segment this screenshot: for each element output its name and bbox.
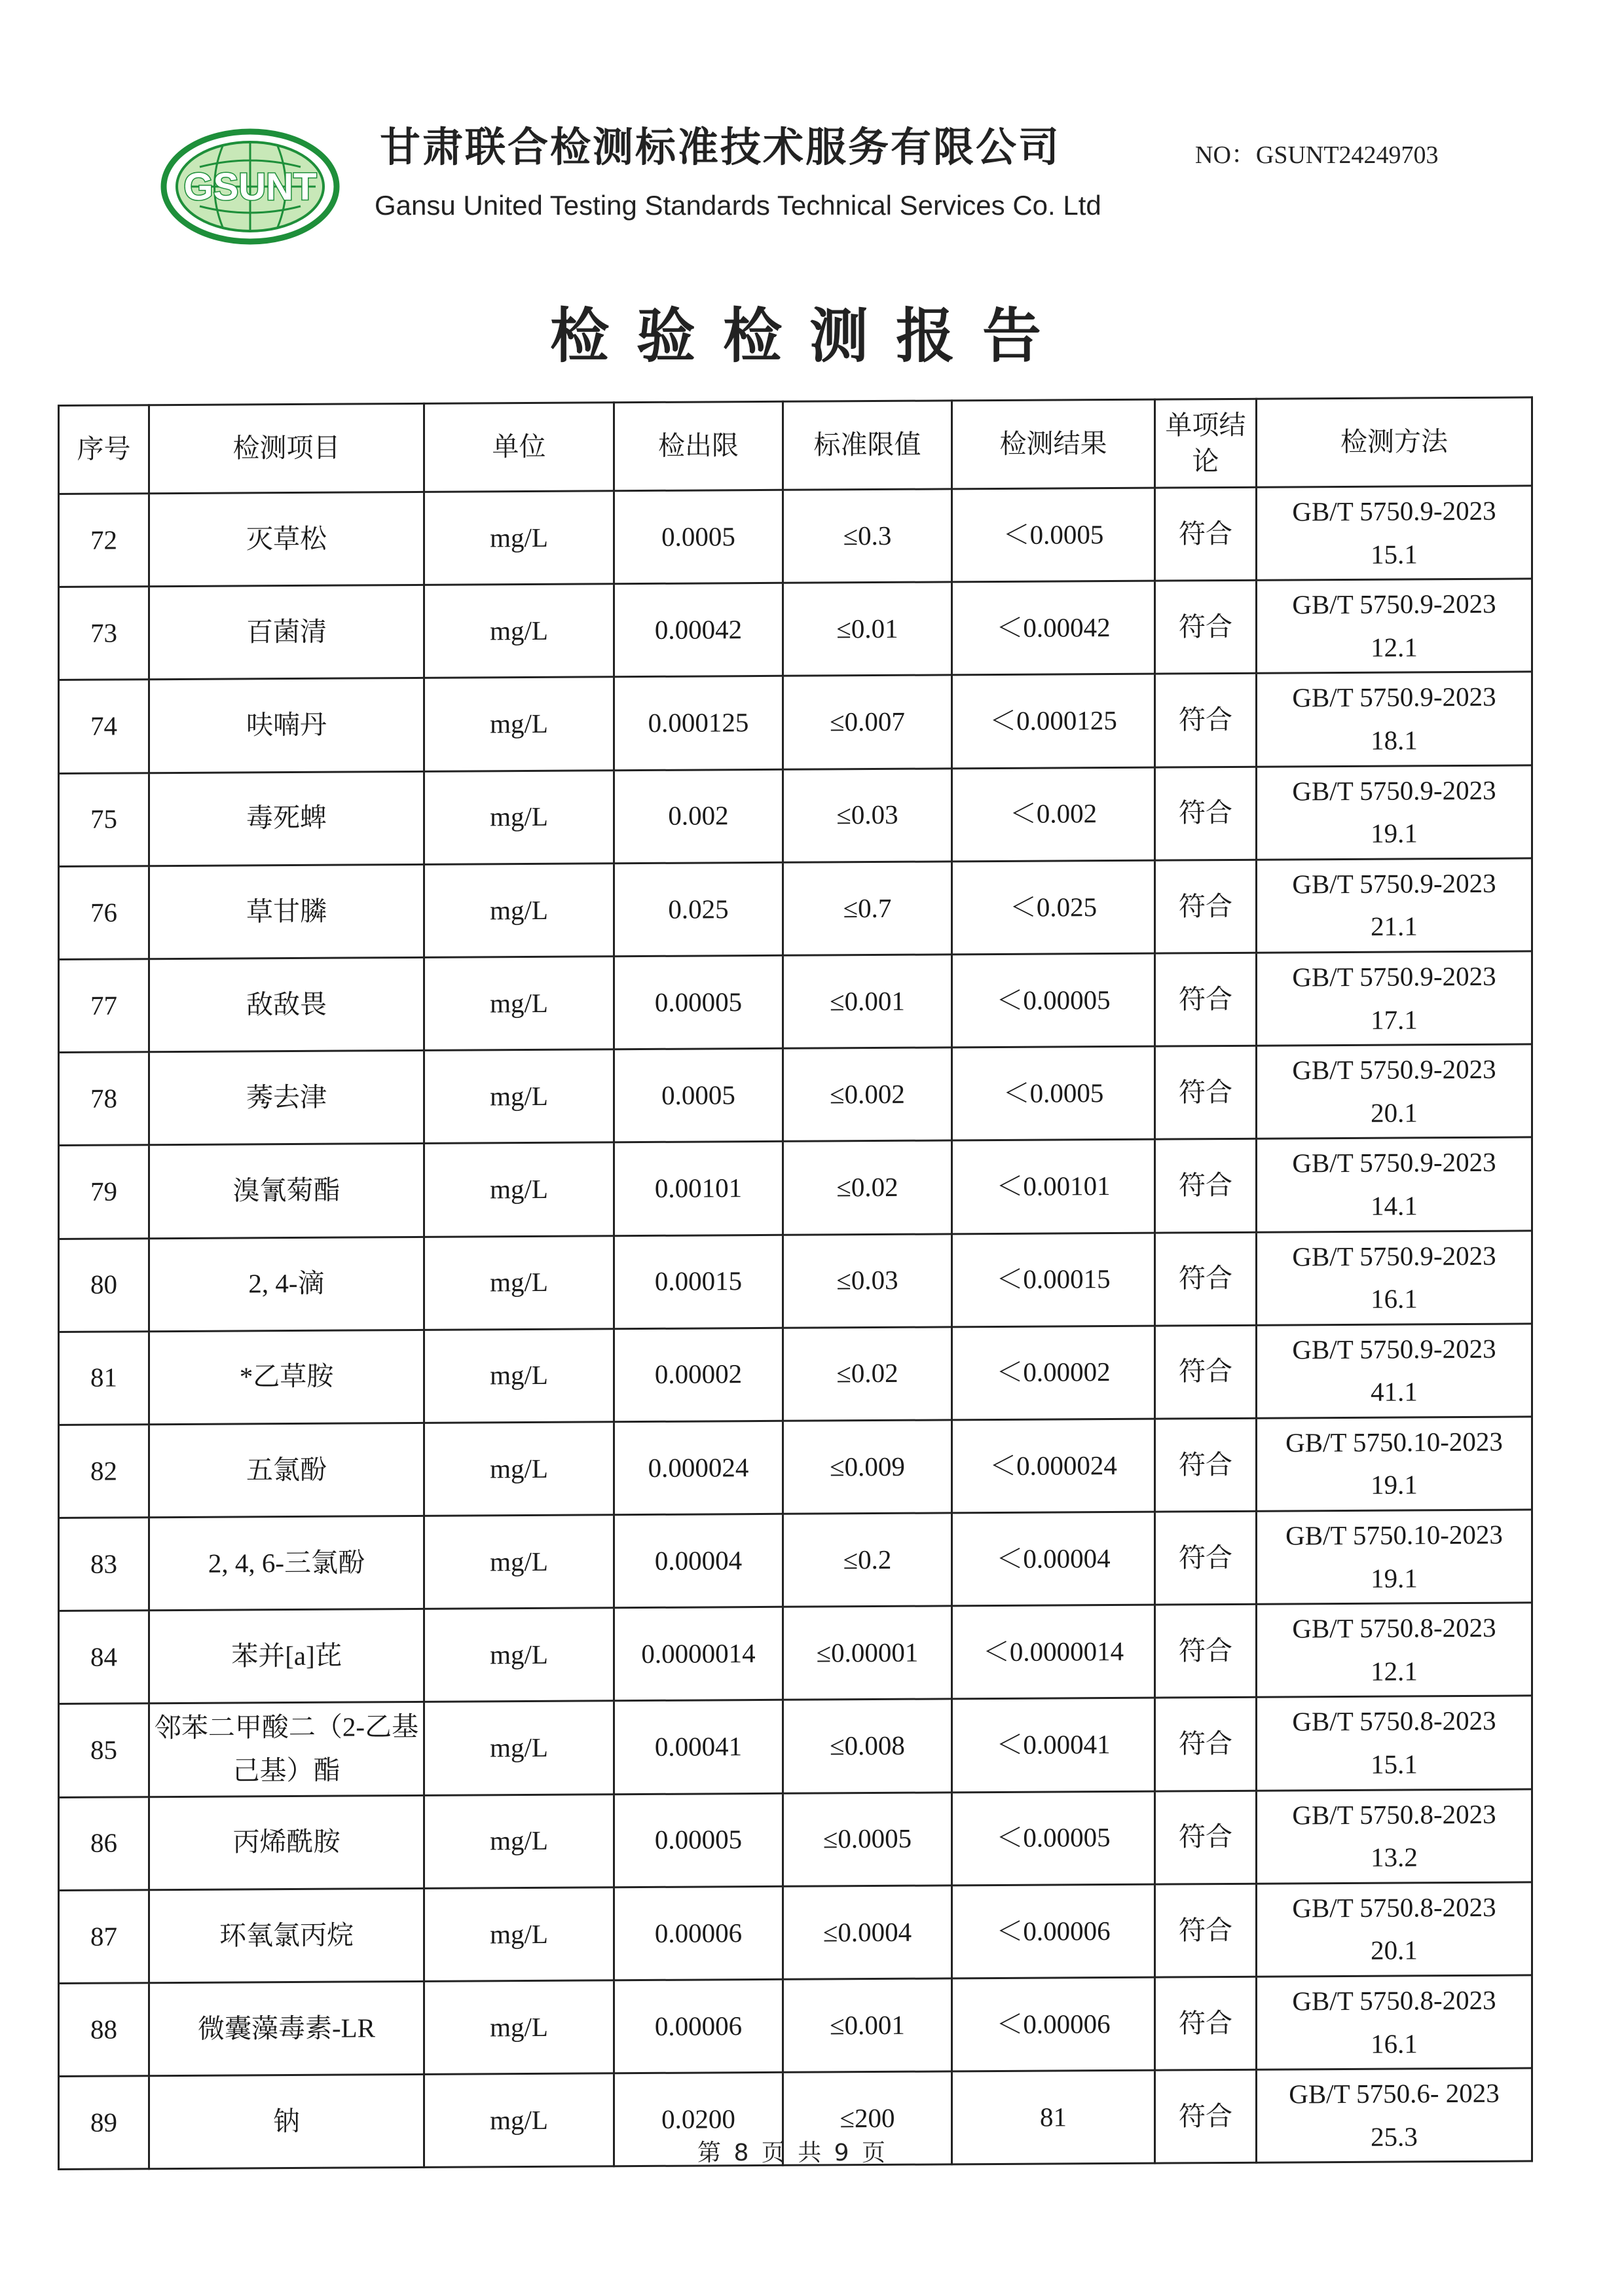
cell-result: ＜0.00101 [952, 1139, 1155, 1233]
cell-result: 81 [952, 2070, 1155, 2164]
cell-seq: 74 [59, 680, 149, 773]
cell-detection-limit: 0.00004 [614, 1514, 783, 1608]
table-header-row [59, 397, 1532, 494]
cell-result: ＜0.00041 [952, 1698, 1155, 1793]
method-standard: GB/T 5750.8-2023 [1292, 1798, 1496, 1831]
cell-standard-limit: ≤0.001 [783, 955, 952, 1049]
cell-standard-limit: ≤0.03 [783, 1233, 952, 1328]
cell-detection-limit: 0.00101 [614, 1142, 783, 1236]
cell-detection-limit: 0.00015 [614, 1235, 783, 1329]
cell-unit: mg/L [424, 770, 614, 864]
cell-seq: 87 [59, 1890, 149, 1984]
cell-result: ＜0.00004 [952, 1512, 1155, 1606]
method-standard: GB/T 5750.10-2023 [1285, 1519, 1503, 1551]
cell-unit: mg/L [424, 1515, 614, 1609]
cell-unit: mg/L [424, 1794, 614, 1888]
cell-conclusion: 符合 [1155, 1232, 1257, 1326]
method-standard: GB/T 5750.8-2023 [1292, 1612, 1496, 1644]
cell-result: ＜0.00002 [952, 1326, 1155, 1420]
cell-seq: 80 [59, 1238, 149, 1332]
cell-result: ＜0.0000014 [952, 1605, 1155, 1699]
cell-seq: 82 [59, 1425, 149, 1518]
cell-unit: mg/L [424, 1608, 614, 1702]
cell-result: ＜0.0005 [952, 488, 1155, 582]
method-clause: 16.1 [1371, 2028, 1418, 2059]
page-number: 第 8 页 共 9 页 [697, 2140, 889, 2166]
cell-seq: 81 [59, 1331, 149, 1425]
cell-seq: 79 [59, 1145, 149, 1239]
cell-result: ＜0.0005 [952, 1046, 1155, 1140]
method-clause: 20.1 [1371, 1935, 1418, 1966]
header-item: 检测项目 [149, 403, 424, 493]
cell-conclusion: 符合 [1155, 1884, 1257, 1977]
cell-standard-limit: ≤0.008 [783, 1699, 952, 1793]
cell-standard-limit: ≤0.01 [783, 582, 952, 676]
cell-seq: 86 [59, 1796, 149, 1890]
cell-result: ＜0.000024 [952, 1419, 1155, 1513]
cell-seq: 77 [59, 959, 149, 1053]
cell-result: ＜0.025 [952, 860, 1155, 955]
cell-method [1257, 1510, 1532, 1605]
cell-item: 百菌清 [149, 585, 424, 680]
cell-unit: mg/L [424, 584, 614, 678]
cell-method [1257, 1417, 1532, 1512]
cell-item: 灭草松 [149, 492, 424, 587]
cell-detection-limit: 0.0000014 [614, 1607, 783, 1702]
cell-method [1257, 1882, 1532, 1977]
cell-unit: mg/L [424, 1049, 614, 1144]
cell-conclusion: 符合 [1155, 953, 1257, 1046]
cell-method [1257, 765, 1532, 860]
cell-standard-limit: ≤0.0005 [783, 1792, 952, 1886]
table-row [59, 486, 1532, 587]
cell-standard-limit: ≤0.0004 [783, 1886, 952, 1980]
cell-unit: mg/L [424, 1328, 614, 1423]
cell-standard-limit: ≤200 [783, 2071, 952, 2166]
cell-item: *乙草胺 [149, 1330, 424, 1425]
cell-unit: mg/L [424, 1887, 614, 1982]
cell-unit: mg/L [424, 1235, 614, 1330]
cell-result: ＜0.00042 [952, 581, 1155, 675]
cell-seq: 75 [59, 773, 149, 866]
cell-standard-limit: ≤0.2 [783, 1513, 952, 1607]
cell-result: ＜0.00005 [952, 953, 1155, 1048]
cell-detection-limit: 0.000125 [614, 676, 783, 771]
cell-method [1257, 951, 1532, 1046]
method-standard: GB/T 5750.9-2023 [1292, 1333, 1496, 1365]
method-clause: 12.1 [1371, 632, 1418, 663]
cell-unit: mg/L [424, 1701, 614, 1795]
method-standard: GB/T 5750.8-2023 [1292, 1891, 1496, 1923]
header-unit: 单位 [424, 403, 614, 492]
cell-result: ＜0.00015 [952, 1233, 1155, 1327]
cell-seq: 85 [59, 1704, 149, 1797]
cell-unit: mg/L [424, 864, 614, 958]
cell-detection-limit: 0.00042 [614, 583, 783, 678]
cell-detection-limit: 0.0005 [614, 490, 783, 584]
cell-item: 邻苯二甲酸二（2-乙基己基）酯 [149, 1702, 424, 1797]
table-row [59, 1696, 1532, 1797]
table-row [59, 1137, 1532, 1239]
cell-conclusion: 符合 [1155, 1605, 1257, 1698]
cell-item: 莠去津 [149, 1051, 424, 1146]
header-standard-limit: 标准限值 [783, 401, 952, 490]
cell-conclusion: 符合 [1155, 580, 1257, 674]
method-standard: GB/T 5750.9-2023 [1292, 867, 1496, 900]
cell-unit: mg/L [424, 1142, 614, 1237]
method-clause: 19.1 [1371, 818, 1418, 848]
method-clause: 16.1 [1371, 1283, 1418, 1314]
cell-standard-limit: ≤0.002 [783, 1048, 952, 1142]
cell-seq: 73 [59, 587, 149, 680]
cell-item: 微囊藻毒素-LR [149, 1981, 424, 2076]
table-body [59, 486, 1532, 2170]
cell-detection-limit: 0.00006 [614, 1886, 783, 1980]
cell-method [1257, 1230, 1532, 1325]
cell-result: ＜0.00005 [952, 1791, 1155, 1886]
cell-method [1257, 1324, 1532, 1419]
cell-item: 2, 4, 6-三氯酚 [149, 1516, 424, 1611]
method-standard: GB/T 5750.9-2023 [1292, 1240, 1496, 1271]
method-standard: GB/T 5750.9-2023 [1292, 495, 1496, 527]
method-standard: GB/T 5750.9-2023 [1292, 1053, 1496, 1085]
cell-conclusion: 符合 [1155, 2069, 1257, 2163]
cell-standard-limit: ≤0.02 [783, 1327, 952, 1421]
header-result: 检测结果 [952, 399, 1155, 489]
cell-detection-limit: 0.00002 [614, 1328, 783, 1422]
table-row [59, 1789, 1532, 1891]
method-clause: 14.1 [1371, 1190, 1418, 1221]
cell-standard-limit: ≤0.7 [783, 862, 952, 956]
table-row [59, 672, 1532, 773]
cell-detection-limit: 0.00005 [614, 955, 783, 1049]
table-row [59, 1975, 1532, 2077]
cell-unit: mg/L [424, 1980, 614, 2075]
header-conclusion: 单项结论 [1155, 399, 1257, 488]
cell-detection-limit: 0.00006 [614, 1979, 783, 2073]
method-clause: 18.1 [1371, 725, 1418, 756]
cell-standard-limit: ≤0.03 [783, 768, 952, 862]
cell-item: 丙烯酰胺 [149, 1795, 424, 1890]
table-row [59, 858, 1532, 960]
cell-item: 环氧氯丙烷 [149, 1888, 424, 1983]
method-standard: GB/T 5750.8-2023 [1292, 1984, 1496, 2016]
cell-method [1257, 858, 1532, 953]
cell-seq: 83 [59, 1518, 149, 1611]
cell-standard-limit: ≤0.009 [783, 1420, 952, 1514]
cell-item: 草甘膦 [149, 864, 424, 959]
cell-standard-limit: ≤0.3 [783, 489, 952, 583]
cell-standard-limit: ≤0.007 [783, 675, 952, 769]
cell-method [1257, 1603, 1532, 1698]
cell-detection-limit: 0.00041 [614, 1700, 783, 1795]
method-standard: GB/T 5750.9-2023 [1292, 682, 1496, 713]
report-number: NO：GSUNT24249703 [1195, 141, 1439, 169]
method-clause: 19.1 [1371, 1469, 1418, 1501]
method-standard: GB/T 5750.8-2023 [1292, 1705, 1496, 1737]
method-standard: GB/T 5750.9-2023 [1292, 960, 1496, 993]
cell-seq: 89 [59, 2076, 149, 2170]
method-standard: GB/T 5750.6- 2023 [1289, 2077, 1500, 2109]
table-row [59, 951, 1532, 1053]
table-row [59, 1417, 1532, 1518]
table-row [59, 1882, 1532, 1984]
cell-detection-limit: 0.000024 [614, 1421, 783, 1515]
cell-result: ＜0.00006 [952, 1977, 1155, 2071]
method-clause: 19.1 [1371, 1563, 1418, 1594]
cell-item: 溴氰菊酯 [149, 1144, 424, 1239]
cell-detection-limit: 0.002 [614, 769, 783, 864]
company-name-en: Gansu United Testing Standards Technical Services Co. Ltd [375, 190, 1101, 221]
company-name-cn: 甘肃联合检测标准技术服务有限公司 [380, 123, 1061, 171]
method-clause: 17.1 [1371, 1004, 1418, 1035]
table-row [59, 1044, 1532, 1146]
method-clause: 41.1 [1371, 1376, 1418, 1408]
cell-result: ＜0.002 [952, 767, 1155, 862]
cell-detection-limit: 0.00005 [614, 1793, 783, 1887]
cell-item: 钠 [149, 2075, 424, 2170]
cell-method [1257, 1044, 1532, 1139]
cell-method [1257, 579, 1532, 674]
table-row [59, 1603, 1532, 1704]
cell-conclusion: 符合 [1155, 1977, 1257, 2070]
method-standard: GB/T 5750.9-2023 [1292, 1147, 1496, 1178]
table-row [59, 1324, 1532, 1425]
cell-result: ＜0.00006 [952, 1884, 1155, 1978]
company-logo [160, 128, 341, 246]
cell-conclusion: 符合 [1155, 1791, 1257, 1884]
cell-unit: mg/L [424, 2073, 614, 2168]
method-clause: 21.1 [1371, 911, 1418, 942]
method-clause: 13.2 [1371, 1842, 1418, 1873]
cell-standard-limit: ≤0.00001 [783, 1606, 952, 1700]
cell-method [1257, 672, 1532, 767]
method-clause: 15.1 [1371, 1749, 1418, 1779]
method-clause: 12.1 [1371, 1656, 1418, 1686]
cell-conclusion: 符合 [1155, 1511, 1257, 1605]
cell-seq: 88 [59, 1983, 149, 2077]
cell-detection-limit: 0.0005 [614, 1048, 783, 1142]
method-clause: 15.1 [1371, 538, 1418, 570]
cell-item: 五氯酚 [149, 1423, 424, 1518]
cell-seq: 78 [59, 1052, 149, 1146]
method-standard: GB/T 5750.9-2023 [1292, 588, 1496, 620]
cell-item: 2, 4-滴 [149, 1237, 424, 1332]
method-clause: 20.1 [1371, 1097, 1418, 1128]
cell-seq: 84 [59, 1611, 149, 1704]
results-table [58, 396, 1533, 2170]
cell-method [1257, 1696, 1532, 1791]
table-row [59, 1510, 1532, 1611]
method-clause: 25.3 [1371, 2121, 1418, 2152]
cell-conclusion: 符合 [1155, 767, 1257, 860]
cell-conclusion: 符合 [1155, 1418, 1257, 1512]
table-row [59, 1230, 1532, 1332]
table-row [59, 579, 1532, 680]
cell-item: 苯并[a]芘 [149, 1609, 424, 1704]
cell-conclusion: 符合 [1155, 1139, 1257, 1233]
cell-unit: mg/L [424, 1422, 614, 1516]
header-seq: 序号 [59, 405, 149, 494]
cell-method [1257, 486, 1532, 581]
cell-detection-limit: 0.0200 [614, 2073, 783, 2167]
cell-standard-limit: ≤0.001 [783, 1978, 952, 2073]
cell-method [1257, 1975, 1532, 2070]
cell-item: 毒死蜱 [149, 771, 424, 866]
cell-method [1257, 2068, 1532, 2163]
cell-unit: mg/L [424, 957, 614, 1051]
method-standard: GB/T 5750.9-2023 [1292, 774, 1496, 807]
cell-conclusion: 符合 [1155, 487, 1257, 581]
cell-conclusion: 符合 [1155, 674, 1257, 767]
cell-method [1257, 1137, 1532, 1232]
cell-conclusion: 符合 [1155, 1698, 1257, 1791]
cell-detection-limit: 0.025 [614, 862, 783, 957]
cell-result: ＜0.000125 [952, 674, 1155, 769]
cell-item: 敌敌畏 [149, 957, 424, 1052]
cell-conclusion: 符合 [1155, 860, 1257, 953]
cell-unit: mg/L [424, 677, 614, 771]
table-row [59, 765, 1532, 866]
cell-unit: mg/L [424, 491, 614, 585]
cell-method [1257, 1789, 1532, 1884]
logo-text: GSUNT [183, 166, 317, 208]
cell-standard-limit: ≤0.02 [783, 1140, 952, 1235]
header-detection-limit: 检出限 [614, 401, 783, 490]
cell-conclusion: 符合 [1155, 1046, 1257, 1139]
page-title: 检验检测报告 [550, 302, 1069, 371]
cell-seq: 72 [59, 494, 149, 587]
cell-item: 呋喃丹 [149, 678, 424, 773]
cell-seq: 76 [59, 866, 149, 959]
method-standard: GB/T 5750.10-2023 [1285, 1426, 1503, 1458]
header-method: 检测方法 [1257, 397, 1532, 487]
cell-conclusion: 符合 [1155, 1325, 1257, 1419]
